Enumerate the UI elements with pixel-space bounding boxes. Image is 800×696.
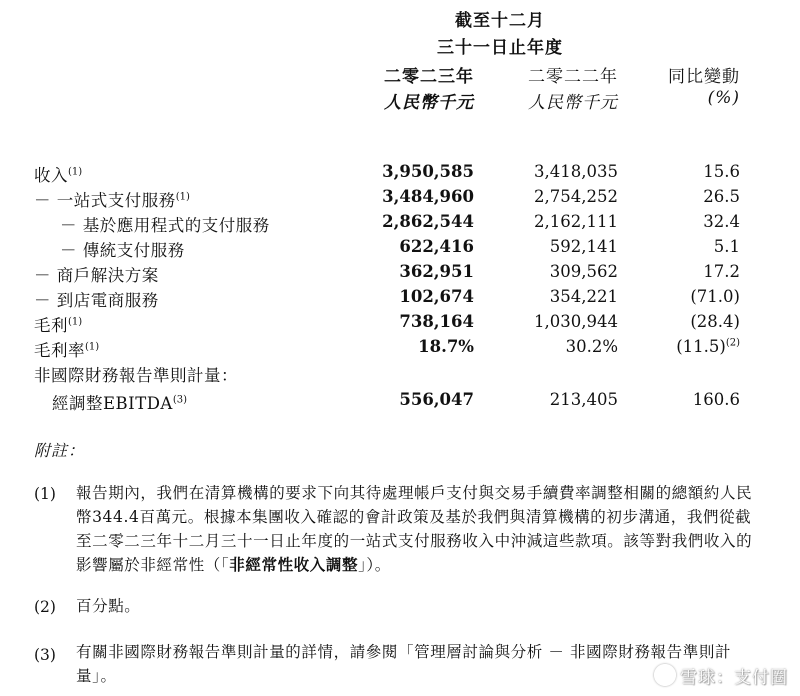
snowball-logo-icon [654,664,676,686]
row-label: 毛利率$^{(1)}$ [34,341,100,360]
watermark: 雪球：支付圈 [654,663,788,688]
value-yoy: (28.4) [690,312,740,331]
value-2023: 2,862,544 [382,212,474,231]
value-2023: 18.7% [418,337,474,356]
value-yoy: 26.5 [703,187,740,206]
value-2022: 2,754,252 [534,187,618,206]
col-2023-year: 二零二三年 [384,67,474,87]
note-text: 有關非國際財務報告準則計量的詳情，請參閱「管理層討論與分析 － 非國際財務報告準則計量」。 [76,643,732,685]
value-2023: 622,416 [399,237,474,256]
row-label: 經調整EBITDA$^{(3)}$ [52,394,188,413]
value-2023: 362,951 [399,262,474,281]
value-2023: 738,164 [399,312,474,331]
note-number: (2) [34,598,56,616]
col-2022-year: 二零二二年 [528,67,618,87]
row-label: 毛利$^{(1)}$ [34,316,83,335]
note-text: 報告期內，我們在清算機構的要求下向其待處理帳戶支付與交易手續費率調整相關的總額約人民幣344.4百萬元。根據本集團收入確認的會計政策及基於我們與清算機構的初步溝通，我們從截至二零二三年十二月三十一日止年度的一站式支付服務收入中沖減這些款項。該等對我們收入的影響屬於非經常性（「非經常性收入調整」）。 [76,484,753,574]
row-label: － 商戶解決方案 [34,266,159,285]
value-2023: 3,950,585 [382,162,474,181]
value-2023: 102,674 [399,287,474,306]
value-2022: 30.2% [565,337,618,356]
col-2022-unit: 人民幣千元 [528,93,618,113]
value-yoy: 15.6 [703,162,740,181]
period-header-line1: 截至十二月 [455,11,545,31]
value-yoy: (71.0) [690,287,740,306]
row-label: － 到店電商服務 [34,291,159,310]
value-2022: 592,141 [549,237,618,256]
col-yoy-unit: (%) [707,88,740,108]
col-yoy-label: 同比變動 [668,67,740,87]
value-2022: 2,162,111 [534,212,618,231]
value-yoy: 17.2 [703,262,740,281]
notes-title: 附註： [34,441,86,460]
value-yoy: 5.1 [713,237,740,256]
note-number: (3) [34,646,56,664]
period-header-line2: 三十一日止年度 [437,38,563,58]
value-2022: 3,418,035 [534,162,618,181]
note-number: (1) [34,485,56,503]
row-label: － 傳統支付服務 [60,241,185,260]
row-label: 非國際財務報告準則計量： [34,366,238,385]
value-2022: 1,030,944 [534,312,618,331]
value-2023: 3,484,960 [382,187,474,206]
row-label: － 基於應用程式的支付服務 [60,216,270,235]
value-2022: 213,405 [549,390,618,409]
value-yoy: 32.4 [703,212,740,231]
value-2022: 309,562 [549,262,618,281]
col-2023-unit: 人民幣千元 [384,93,474,113]
value-yoy: 160.6 [692,390,740,409]
value-yoy: (11.5)$^{(2)}$ [676,337,740,356]
note-text: 百分點。 [76,597,141,615]
row-label: － 一站式支付服務$^{(1)}$ [34,191,190,210]
row-label: 收入$^{(1)}$ [34,166,83,185]
value-2023: 556,047 [399,390,474,409]
value-2022: 354,221 [549,287,618,306]
